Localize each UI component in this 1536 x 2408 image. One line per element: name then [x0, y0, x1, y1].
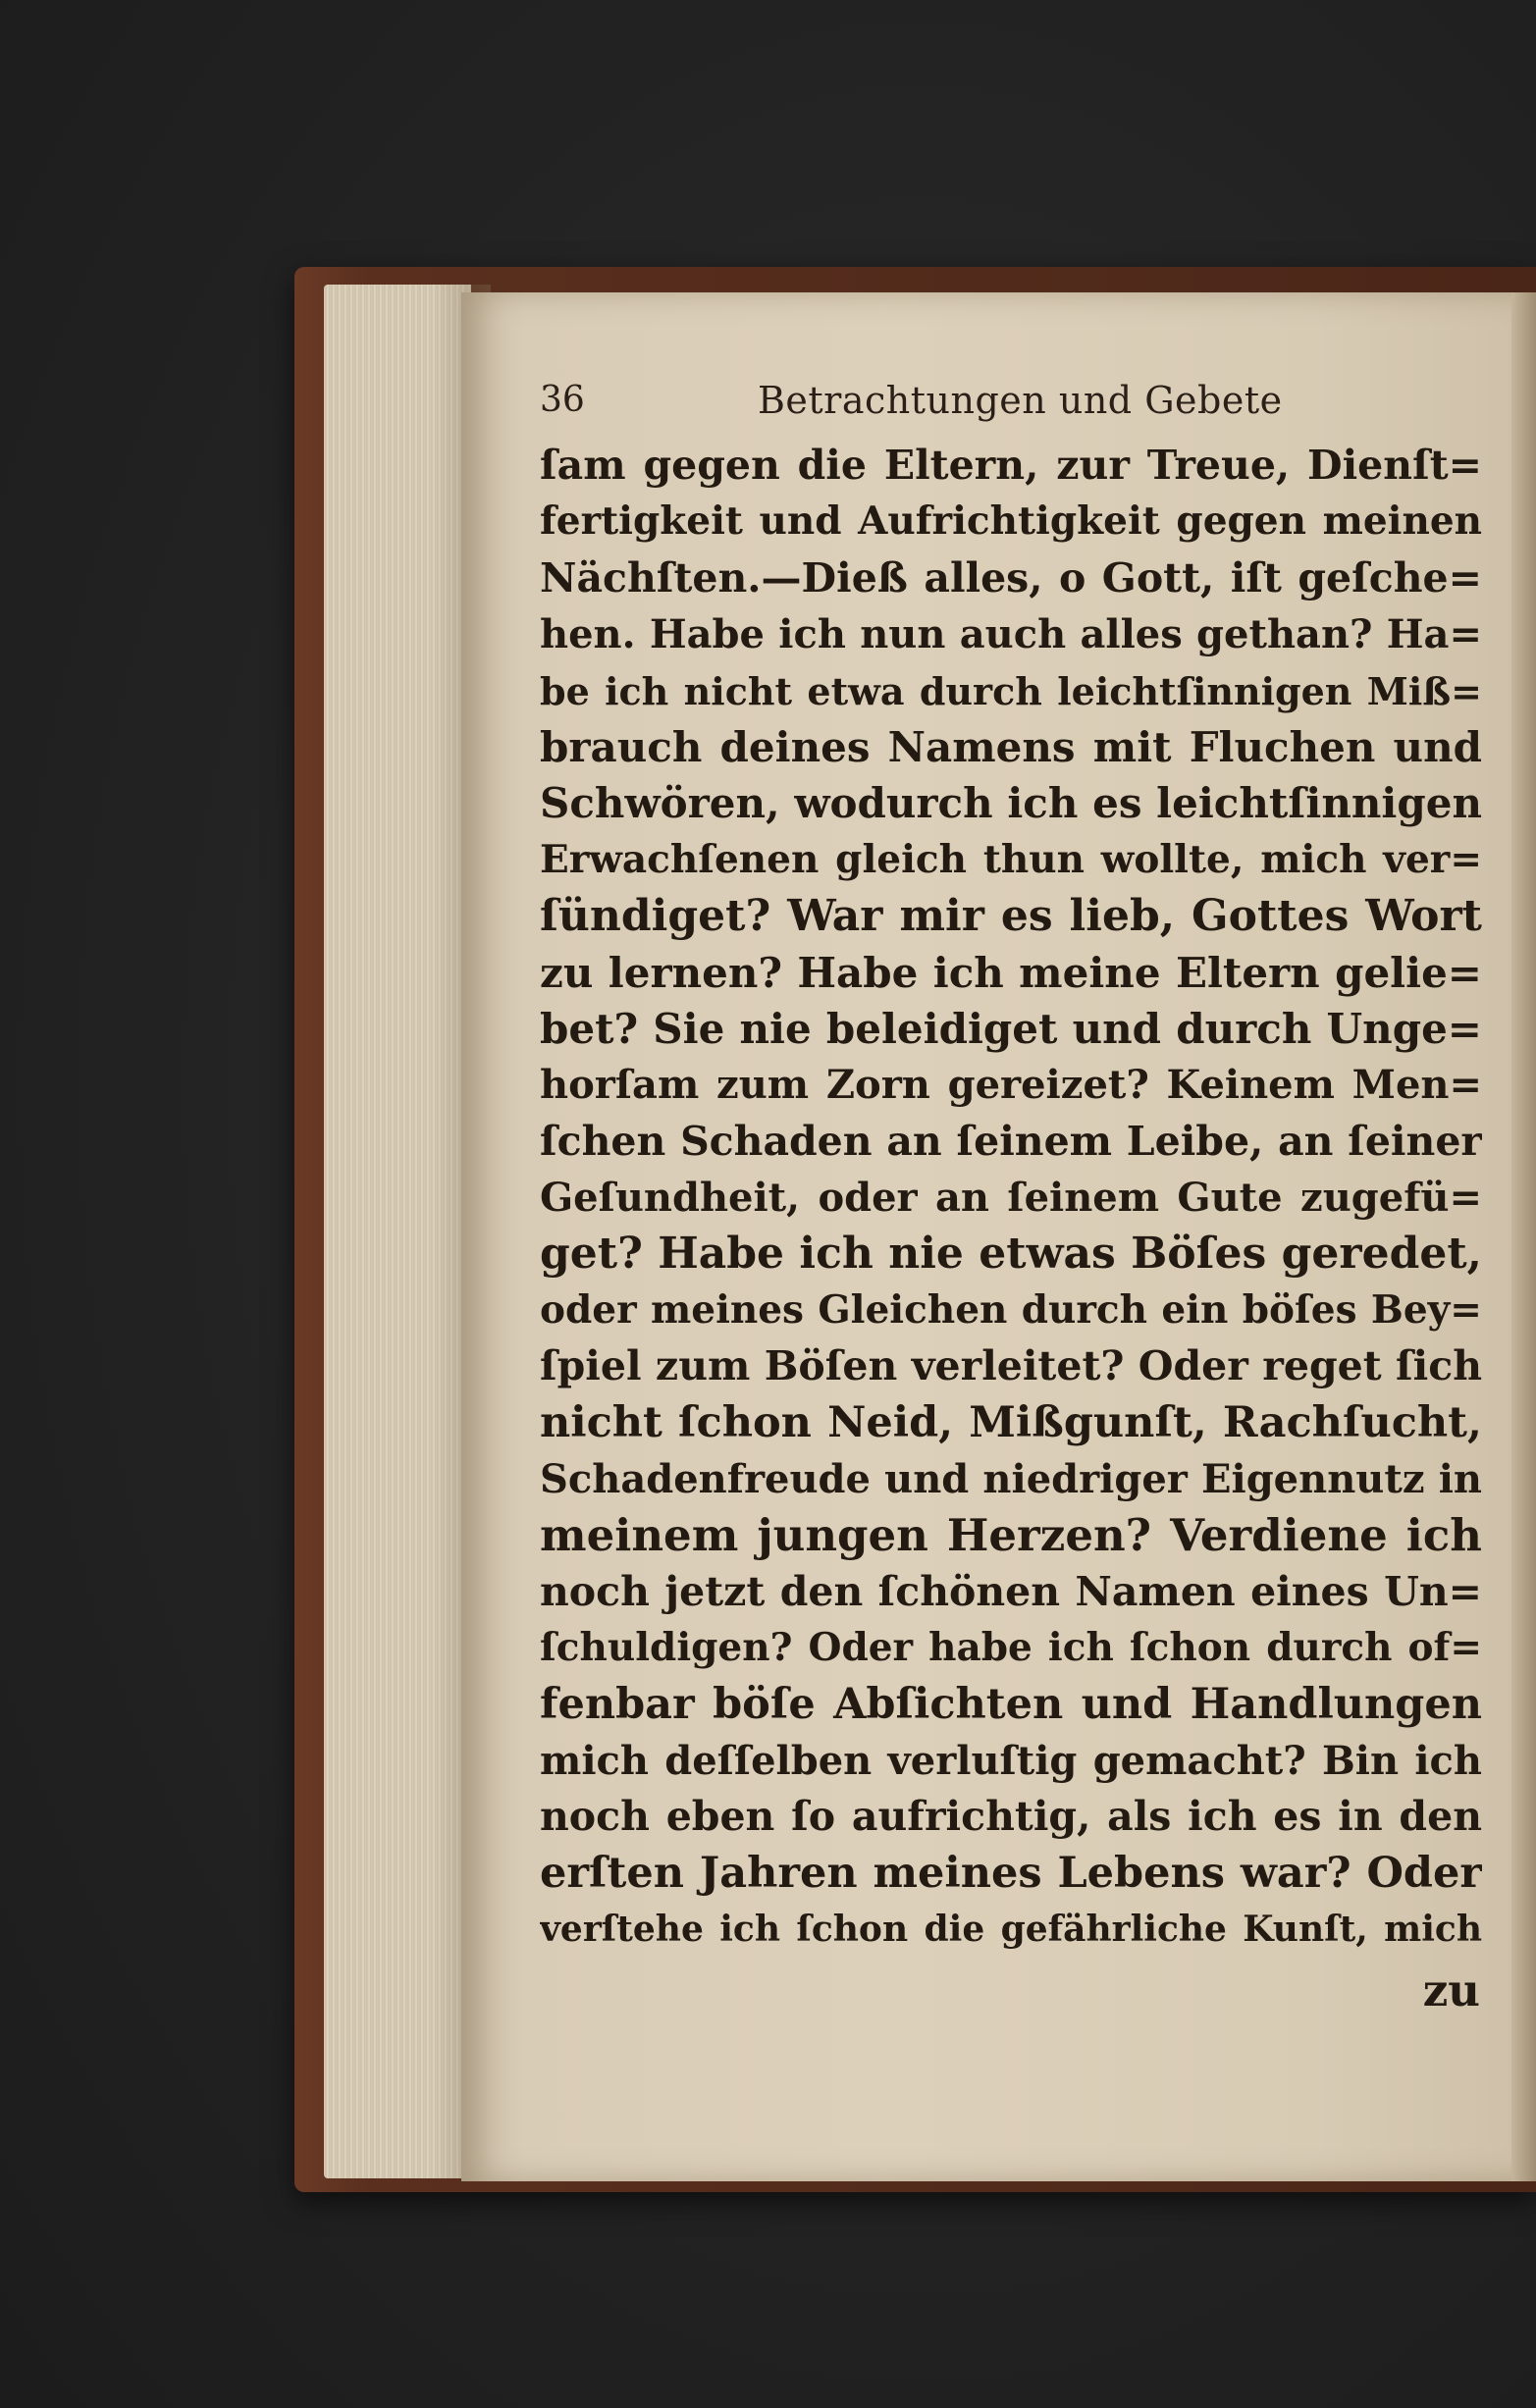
text-line: erſten Jahren meines Lebens war? Oder — [540, 1848, 1482, 1898]
catchword: zu — [1422, 1964, 1480, 2016]
text-line: ſpiel zum Böſen verleitet? Oder reget ſich — [540, 1342, 1482, 1390]
text-line: hen. Habe ich nun auch alles gethan? Ha= — [540, 611, 1482, 658]
text-line: fertigkeit und Aufrichtigkeit gegen meinen — [540, 498, 1482, 545]
text-line: get? Habe ich nie etwas Böſes geredet, — [540, 1229, 1482, 1280]
text-line: horſam zum Zorn gereizet? Keinem Men= — [540, 1062, 1482, 1109]
text-line: brauch deines Namens mit Fluchen und — [540, 722, 1482, 771]
text-line: Nächſten.—Dieß alles, o Gott, iſt geſche= — [540, 553, 1482, 602]
text-line: ſchen Schaden an ſeinem Leibe, an ſeiner — [540, 1117, 1482, 1165]
text-line: verſtehe ich ſchon die gefährliche Kunſt, mich — [540, 1909, 1482, 1951]
text-line: Geſundheit, oder an ſeinem Gute zugefü= — [540, 1175, 1482, 1222]
text-line: ſchuldigen? Oder habe ich ſchon durch of= — [540, 1625, 1482, 1671]
text-line: bet? Sie nie beleidiget und durch Unge= — [540, 1004, 1482, 1053]
text-line: Schwören, wodurch ich es leichtſinnigen — [540, 779, 1482, 828]
text-line: be ich nicht etwa durch leichtſinnigen Miß= — [540, 668, 1482, 713]
running-head: Betrachtungen und Gebete — [758, 379, 1283, 422]
page-header — [540, 371, 1482, 430]
text-line: mich deſſelben verluſtig gemacht? Bin ich — [540, 1737, 1482, 1784]
text-line: Erwachſenen gleich thun wollte, mich ver= — [540, 836, 1482, 882]
text-line: zu lernen? Habe ich meine Eltern gelie= — [540, 948, 1482, 997]
text-line: oder meines Gleichen durch ein böſes Bey= — [540, 1286, 1482, 1333]
text-line: ſündiget? War mir es lieb, Gottes Wort — [540, 891, 1482, 942]
text-line: noch jetzt den ſchönen Namen eines Un= — [540, 1567, 1482, 1615]
body-text — [540, 438, 1482, 1959]
page-number: 36 — [540, 380, 585, 420]
text-line: fenbar böſe Abſichten und Handlungen — [540, 1679, 1482, 1729]
text-line: ſam gegen die Eltern, zur Treue, Dienſt= — [540, 442, 1482, 489]
text-line: Schadenfreude und niedriger Eigennutz in — [540, 1456, 1482, 1503]
page-right-edge — [1511, 292, 1536, 2181]
text-line: noch eben ſo aufrichtig, als ich es in den — [540, 1793, 1482, 1841]
text-line: meinem jungen Herzen? Verdiene ich — [540, 1509, 1482, 1562]
text-line: nicht ſchon Neid, Mißgunſt, Rachſucht, — [540, 1397, 1482, 1447]
